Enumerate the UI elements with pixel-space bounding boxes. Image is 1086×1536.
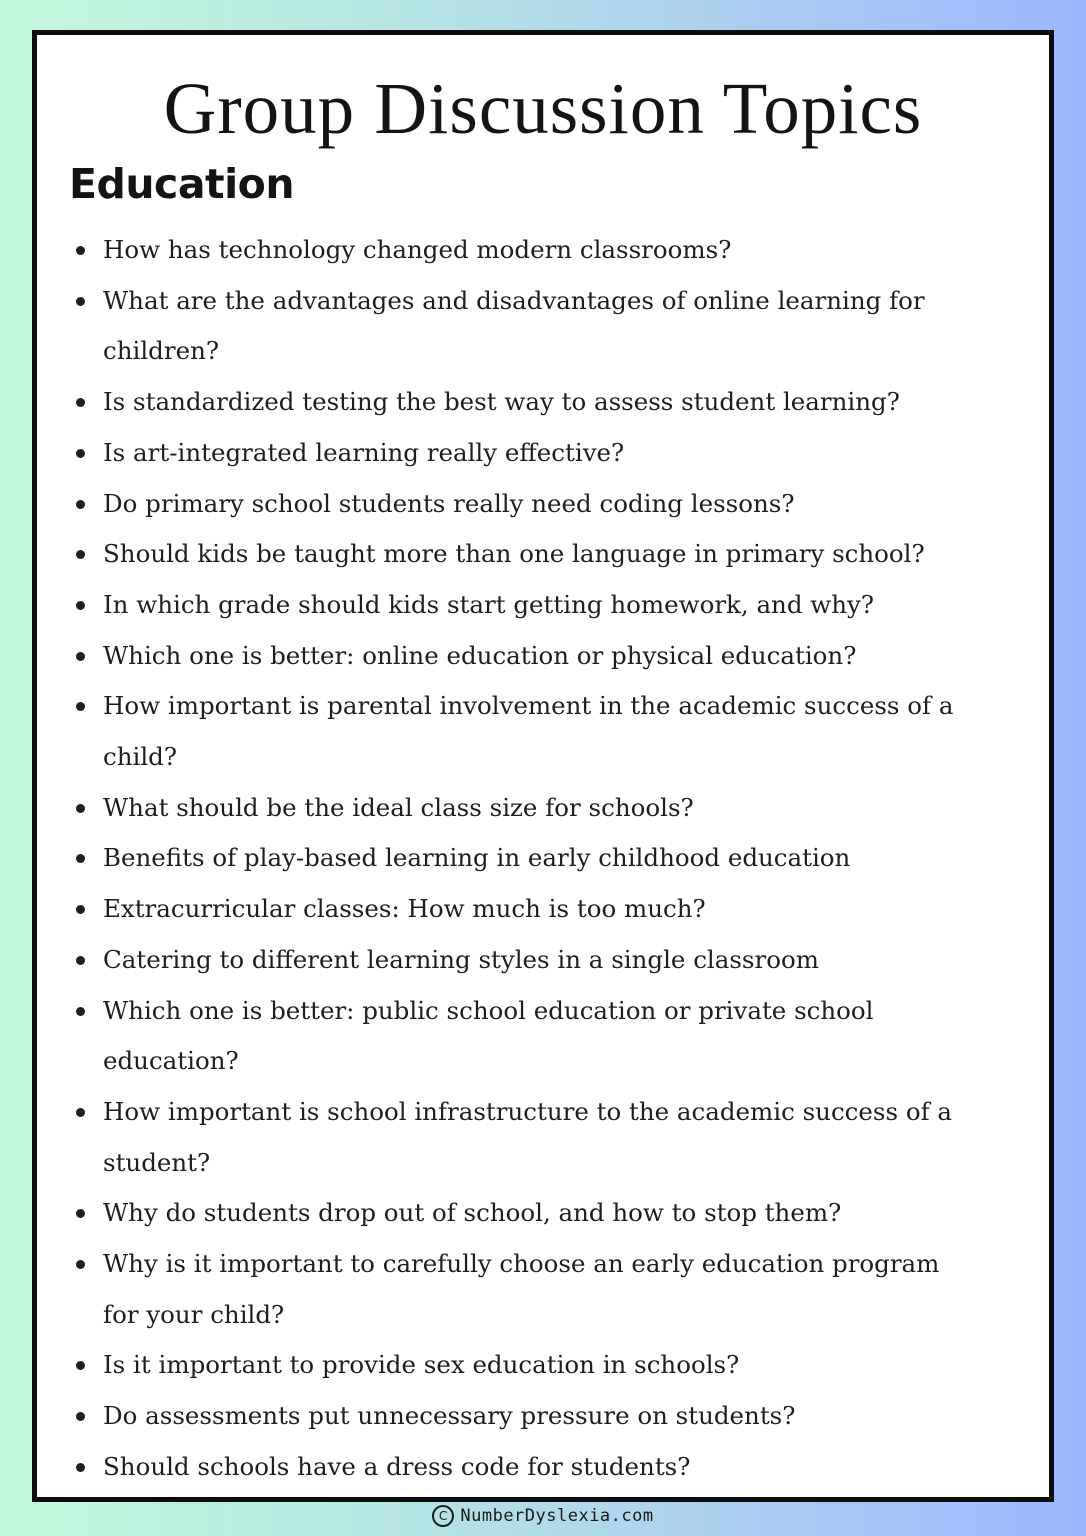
topic-text: Is standardized testing the best way to assess student learning? <box>103 387 900 417</box>
bullet-icon <box>76 1108 85 1117</box>
topic-item <box>73 529 1003 580</box>
topic-list <box>73 225 1003 1493</box>
topic-item <box>73 986 1003 1087</box>
copyright-icon: C <box>432 1505 454 1527</box>
bullet-icon <box>76 398 85 407</box>
topic-item <box>73 935 1003 986</box>
bullet-icon <box>76 449 85 458</box>
topic-text: How important is parental involvement in the academic success of a <box>103 691 954 721</box>
topic-item <box>73 225 1003 276</box>
topic-item <box>73 580 1003 631</box>
topic-item <box>73 1239 1003 1340</box>
topic-text: Why is it important to carefully choose an early education program <box>103 1249 940 1279</box>
topic-text: Should schools have a dress code for students? <box>103 1451 691 1481</box>
topic-item <box>73 833 1003 884</box>
topic-text: How important is school infrastructure to the academic success of a <box>103 1096 953 1126</box>
section-heading: Education <box>69 160 295 208</box>
topic-text: Which one is better: public school education or private school <box>103 995 874 1025</box>
bullet-icon <box>76 1209 85 1218</box>
topic-text: What are the advantages and disadvantages of online learning for <box>103 285 925 315</box>
bullet-icon <box>76 1463 85 1472</box>
topic-text: In which grade should kids start getting homework, and why? <box>103 589 875 619</box>
topic-text: student? <box>103 1147 211 1177</box>
bullet-icon <box>76 1007 85 1016</box>
bullet-icon <box>76 652 85 661</box>
topic-text: Is it important to provide sex education in schools? <box>103 1350 740 1380</box>
topic-text: child? <box>103 742 177 772</box>
topic-text: Is art-integrated learning really effective? <box>103 437 625 467</box>
bullet-icon <box>76 956 85 965</box>
topic-item <box>73 377 1003 428</box>
topic-item <box>73 1188 1003 1239</box>
worksheet-page <box>32 30 1054 1502</box>
bullet-icon <box>76 1412 85 1421</box>
topic-text: children? <box>103 336 219 366</box>
bullet-icon <box>76 1361 85 1370</box>
topic-text: Extracurricular classes: How much is too much? <box>103 894 706 924</box>
page-title: Group Discussion Topics <box>163 68 923 149</box>
topic-text: Do primary school students really need coding lessons? <box>103 488 795 518</box>
bullet-icon <box>76 246 85 255</box>
topic-item <box>73 783 1003 834</box>
bullet-icon <box>76 1260 85 1269</box>
topic-text: How has technology changed modern classrooms? <box>103 235 732 264</box>
bullet-icon <box>76 905 85 914</box>
bullet-icon <box>76 297 85 306</box>
topic-text: Do assessments put unnecessary pressure on students? <box>103 1401 796 1431</box>
topic-item <box>73 428 1003 479</box>
topic-text: education? <box>103 1046 239 1076</box>
topic-text: Which one is better: online education or physical education? <box>103 640 857 670</box>
footer-site: NumberDyslexia.com <box>460 1506 654 1526</box>
topic-text: Catering to different learning styles in a single classroom <box>103 944 819 974</box>
bullet-icon <box>76 804 85 813</box>
topic-text: Should kids be taught more than one language in primary school? <box>103 539 925 569</box>
topic-item <box>73 631 1003 682</box>
bullet-icon <box>76 702 85 711</box>
topic-item <box>73 1442 1003 1493</box>
bullet-icon <box>76 500 85 509</box>
topic-text: Why do students drop out of school, and how to stop them? <box>103 1198 842 1228</box>
bullet-icon <box>76 854 85 863</box>
footer <box>0 1505 1086 1527</box>
topic-item <box>73 1087 1003 1188</box>
bullet-icon <box>76 601 85 610</box>
topic-text: for your child? <box>103 1299 285 1329</box>
topic-text: Benefits of play-based learning in early childhood education <box>103 843 851 873</box>
topic-item <box>73 479 1003 530</box>
topic-item <box>73 276 1003 377</box>
topic-item <box>73 681 1003 782</box>
topic-text: What should be the ideal class size for schools? <box>103 792 694 822</box>
topic-item <box>73 1391 1003 1442</box>
topic-item <box>73 1340 1003 1391</box>
topic-item <box>73 884 1003 935</box>
bullet-icon <box>76 550 85 559</box>
